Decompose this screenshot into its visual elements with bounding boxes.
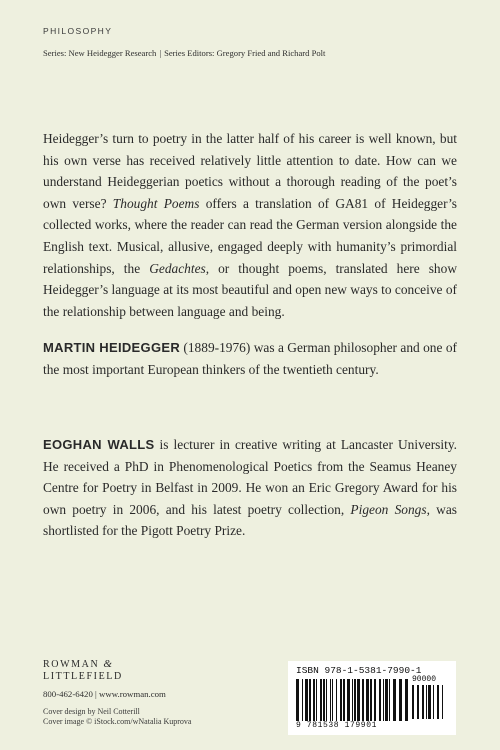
description-part-1: Heidegger’s turn to poetry in the latter half of his career is well known, but his own verse has received relatively little attention to date. How can we understand Heideggerian poetics without a thorough reading of the poet’s own verse?	[43, 131, 457, 211]
barcode-panel	[288, 661, 456, 735]
publisher-contact: 800-462-6420 | www.rowman.com	[43, 689, 166, 699]
publisher-logo	[43, 658, 123, 683]
category-label: PHILOSOPHY	[43, 26, 113, 36]
book-title: Thought Poems	[112, 195, 200, 211]
translator-bio-text-2: , was shortlisted for the Pigott Poetry Prize.	[43, 501, 457, 539]
author-bio	[43, 337, 457, 380]
translator-bio-text-1: is lecturer in creative writing at Lancaster University. He received a PhD in Phenomenological Poetics from the Seamus Heaney Centre for Poetry in Belfast in 2009. He won an Eric Gregory Award for his own poetry in 2006, and his latest poetry collection,	[43, 437, 457, 517]
price-code: 90000	[412, 675, 437, 684]
description-part-2: offers a translation of GA81 of Heidegger’s collected works, where the reader can read the German version alongside the English text. Musical, allusive, engaged deeply with humanity’s primordial relationships, the	[43, 195, 457, 276]
gedachtes-term: Gedachtes	[149, 260, 206, 276]
cover-design-credit: Cover design by Neil Cotterill	[43, 707, 140, 716]
publisher-ampersand: &	[103, 658, 114, 670]
ean-barcode	[296, 679, 408, 721]
isbn-text: ISBN 978-1-5381-7990-1	[296, 665, 422, 676]
translator-book-title: Pigeon Songs	[350, 501, 427, 517]
author-bio-text: (1889-1976) was a German philosopher and one of the most important European thinkers of the twentieth century.	[43, 340, 457, 377]
series-name: Series: New Heidegger Research	[43, 48, 157, 58]
series-separator: |	[159, 48, 162, 58]
barcode-digits: 9 781538 179901	[296, 721, 378, 730]
publisher-line-1: ROWMAN	[43, 659, 100, 670]
price-barcode	[412, 685, 446, 719]
translator-bio	[43, 434, 457, 542]
author-name: MARTIN HEIDEGGER	[43, 340, 181, 355]
series-line	[43, 48, 325, 58]
cover-credits	[43, 707, 191, 727]
translator-name: EOGHAN WALLS	[43, 437, 155, 452]
series-editors: Series Editors: Gregory Fried and Richard Polt	[164, 48, 326, 58]
description-part-3: , or thought poems, translated here show Heidegger’s language at its most beautiful and open new ways to conceive of the relationship between language and being.	[43, 260, 457, 319]
publisher-line-2: LITTLEFIELD	[43, 671, 123, 682]
cover-image-credit: Cover image © iStock.com/wNatalia Kuprova	[43, 717, 192, 726]
book-description	[43, 128, 457, 322]
